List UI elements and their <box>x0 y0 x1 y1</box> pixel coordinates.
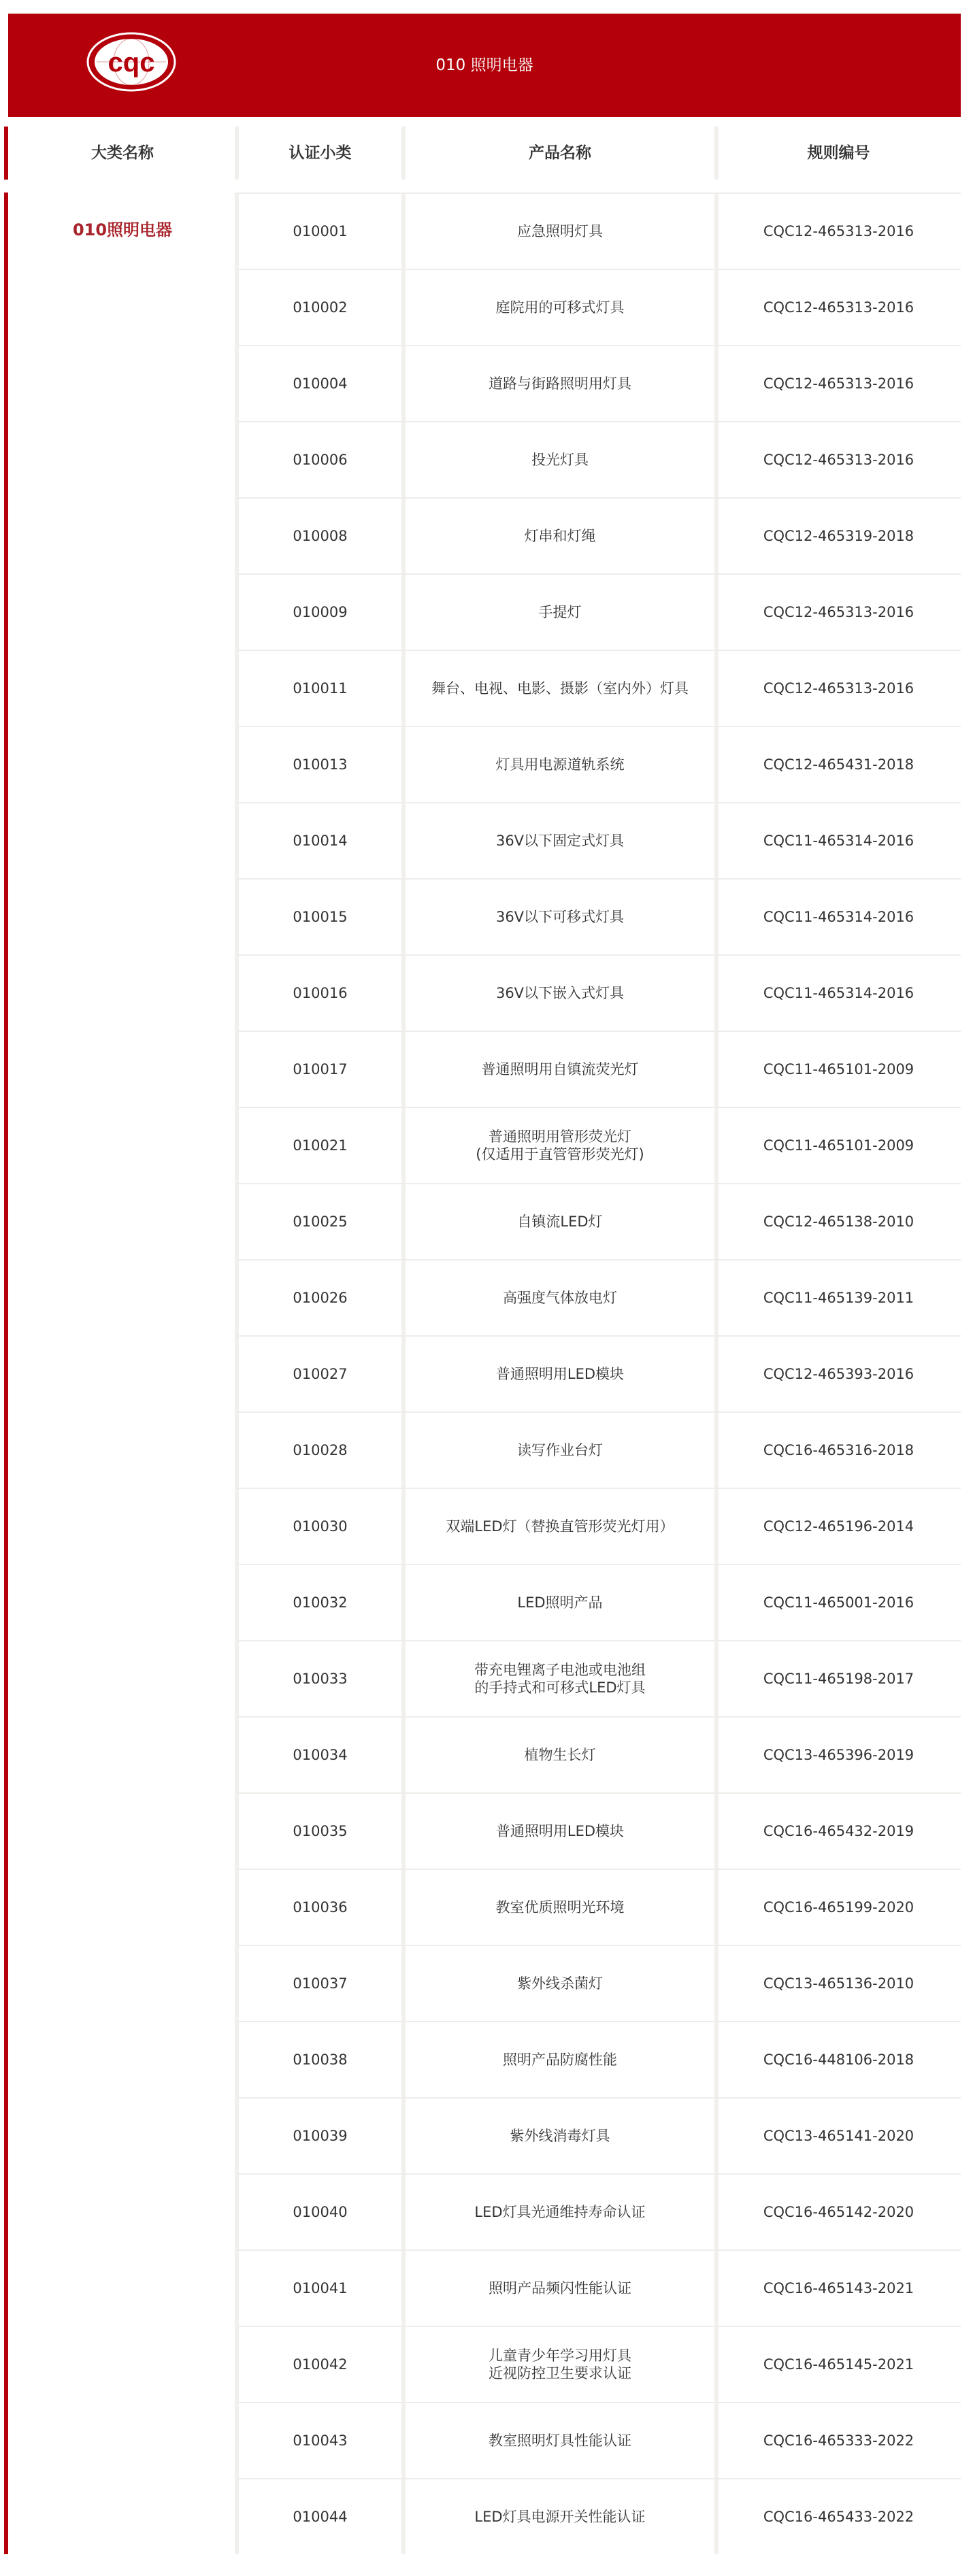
rule-number: CQC12-465196-2014 <box>763 1518 914 1535</box>
product-name: 灯串和灯绳 <box>524 528 596 544</box>
product-name: 读写作业台灯 <box>517 1442 603 1458</box>
subcategory-code: 010016 <box>293 985 348 1001</box>
subcategory-code: 010004 <box>293 375 348 392</box>
subcategory-code: 010025 <box>293 1214 348 1230</box>
rule-number: CQC16-465333-2022 <box>763 2432 914 2449</box>
subcategory-code: 010043 <box>293 2432 348 2449</box>
product-name: 教室照明灯具性能认证 <box>489 2432 631 2449</box>
rule-number: CQC12-465138-2010 <box>763 1214 914 1230</box>
product-name: LED照明产品 <box>517 1594 603 1611</box>
subcategory-code: 010011 <box>293 680 348 697</box>
rule-number: CQC13-465141-2020 <box>763 2128 914 2144</box>
subcategory-code: 010006 <box>293 452 348 468</box>
product-name: LED灯具电源开关性能认证 <box>474 2509 646 2525</box>
column-header-category: 大类名称 <box>8 127 237 180</box>
column-header-rule-number: 规则编号 <box>716 127 961 180</box>
subcategory-code: 010040 <box>293 2204 348 2220</box>
subcategory-code: 010014 <box>293 833 348 849</box>
table-row <box>237 726 961 802</box>
product-name: 自镇流LED灯 <box>517 1214 603 1230</box>
subcategory-code: 010039 <box>293 2128 348 2144</box>
table-row <box>237 2021 961 2097</box>
subcategory-code: 010035 <box>293 1823 348 1839</box>
table-row <box>237 1411 961 1488</box>
page-header <box>8 14 961 117</box>
subcategory-code: 010042 <box>293 2356 348 2373</box>
rule-number: CQC12-465313-2016 <box>763 223 914 239</box>
table-row <box>237 1792 961 1869</box>
table-row <box>237 2097 961 2173</box>
table-row <box>237 2402 961 2478</box>
table-row <box>237 1869 961 1945</box>
table-row <box>237 650 961 726</box>
product-name: 植物生长灯 <box>524 1747 596 1763</box>
rule-number: CQC11-465314-2016 <box>763 909 914 925</box>
product-name: 灯具用电源道轨系统 <box>495 756 625 773</box>
subcategory-code: 010008 <box>293 528 348 544</box>
rule-number: CQC16-465142-2020 <box>763 2204 914 2220</box>
rule-number: CQC11-465314-2016 <box>763 985 914 1001</box>
table-row <box>237 1945 961 2021</box>
product-name: 应急照明灯具 <box>517 223 603 239</box>
subcategory-code: 010030 <box>293 1518 348 1535</box>
table-row <box>237 2249 961 2326</box>
header-column-divider <box>401 127 406 180</box>
rule-number: CQC12-465313-2016 <box>763 604 914 620</box>
product-name: 教室优质照明光环境 <box>495 1899 625 1916</box>
table-row <box>237 2478 961 2554</box>
rule-number: CQC16-465145-2021 <box>763 2356 914 2373</box>
table-row <box>237 1640 961 1716</box>
rule-number: CQC12-465313-2016 <box>763 299 914 316</box>
subcategory-code: 010026 <box>293 1290 348 1306</box>
subcategory-code: 010009 <box>293 604 348 620</box>
subcategory-code: 010028 <box>293 1442 348 1458</box>
subcategory-code: 010034 <box>293 1747 348 1763</box>
subcategory-code: 010021 <box>293 1137 348 1154</box>
table-row <box>237 2173 961 2249</box>
product-name: 36V以下嵌入式灯具 <box>495 985 625 1001</box>
product-name: 儿童青少年学习用灯具 近视防控卫生要求认证 <box>489 2347 631 2381</box>
subcategory-code: 010001 <box>293 223 348 239</box>
table-row <box>237 497 961 573</box>
product-name: 双端LED灯（替换直管形荧光灯用） <box>446 1518 674 1535</box>
product-name: 36V以下可移式灯具 <box>495 909 625 925</box>
table-row <box>237 1335 961 1411</box>
table-row <box>237 269 961 345</box>
product-name: LED灯具光通维持寿命认证 <box>474 2204 646 2220</box>
subcategory-code: 010038 <box>293 2052 348 2068</box>
product-name: 带充电锂离子电池或电池组 的手持式和可移式LED灯具 <box>474 1662 646 1696</box>
subcategory-code: 010032 <box>293 1594 348 1611</box>
table-row <box>237 345 961 421</box>
product-name: 庭院用的可移式灯具 <box>495 299 625 316</box>
subcategory-code: 010013 <box>293 756 348 773</box>
product-name: 普通照明用LED模块 <box>495 1366 625 1382</box>
table-row <box>237 954 961 1031</box>
column-header-subcategory: 认证小类 <box>237 127 403 180</box>
product-name: 照明产品频闪性能认证 <box>489 2280 631 2296</box>
rule-number: CQC12-465313-2016 <box>763 680 914 697</box>
product-name: 高强度气体放电灯 <box>503 1290 617 1306</box>
rule-number: CQC12-465319-2018 <box>763 528 914 544</box>
product-name: 手提灯 <box>538 604 582 620</box>
product-name: 普通照明用自镇流荧光灯 <box>481 1061 639 1077</box>
rule-number: CQC12-465393-2016 <box>763 1366 914 1382</box>
table-row <box>237 421 961 497</box>
product-name: 舞台、电视、电影、摄影（室内外）灯具 <box>431 680 689 697</box>
rule-number: CQC12-465313-2016 <box>763 452 914 468</box>
header-column-divider <box>235 127 239 180</box>
product-name: 道路与街路照明用灯具 <box>489 375 631 392</box>
subcategory-code: 010015 <box>293 909 348 925</box>
page-title: 010 照明电器 <box>435 56 533 74</box>
subcategory-code: 010037 <box>293 1975 348 1992</box>
rule-number: CQC16-465316-2018 <box>763 1442 914 1458</box>
table-row <box>237 802 961 878</box>
rule-number: CQC12-465431-2018 <box>763 756 914 773</box>
rule-number: CQC11-465101-2009 <box>763 1137 914 1154</box>
subcategory-code: 010002 <box>293 299 348 316</box>
rule-number: CQC13-465396-2019 <box>763 1747 914 1763</box>
product-name: 紫外线消毒灯具 <box>510 2128 610 2144</box>
subcategory-code: 010044 <box>293 2509 348 2525</box>
subcategory-code: 010036 <box>293 1899 348 1916</box>
rule-number: CQC16-465199-2020 <box>763 1899 914 1916</box>
table-row <box>237 2326 961 2402</box>
table-row <box>237 1031 961 1107</box>
product-name: 紫外线杀菌灯 <box>517 1975 603 1992</box>
rule-number: CQC16-465432-2019 <box>763 1823 914 1839</box>
column-header-product-name: 产品名称 <box>403 127 716 180</box>
rule-number: CQC13-465136-2010 <box>763 1975 914 1992</box>
rule-number: CQC16-448106-2018 <box>763 2052 914 2068</box>
subcategory-code: 010033 <box>293 1671 348 1687</box>
table-row <box>237 1107 961 1183</box>
subcategory-code: 010041 <box>293 2280 348 2296</box>
table-row <box>237 1183 961 1259</box>
subcategory-code: 010027 <box>293 1366 348 1382</box>
table-row <box>237 1716 961 1792</box>
table-row <box>237 1259 961 1335</box>
table-row <box>237 193 961 269</box>
rule-number: CQC16-465433-2022 <box>763 2509 914 2525</box>
table-row <box>237 1488 961 1564</box>
rule-number: CQC16-465143-2021 <box>763 2280 914 2296</box>
product-name: 照明产品防腐性能 <box>503 2052 617 2068</box>
rule-number: CQC12-465313-2016 <box>763 375 914 392</box>
category-name: 010照明电器 <box>72 220 173 239</box>
svg-text:cqc: cqc <box>108 48 155 78</box>
table-row <box>237 573 961 650</box>
table-row <box>237 1564 961 1640</box>
product-name: 投光灯具 <box>531 452 589 468</box>
category-accent-bar <box>4 193 8 2554</box>
table-row <box>237 878 961 954</box>
product-name: 普通照明用管形荧光灯 (仅适用于直管管形荧光灯) <box>476 1128 644 1162</box>
subcategory-code: 010017 <box>293 1061 348 1077</box>
header-column-divider <box>714 127 719 180</box>
rule-number: CQC11-465101-2009 <box>763 1061 914 1077</box>
rule-number: CQC11-465001-2016 <box>763 1594 914 1611</box>
product-name: 36V以下固定式灯具 <box>495 833 625 849</box>
product-name: 普通照明用LED模块 <box>495 1823 625 1839</box>
rule-number: CQC11-465198-2017 <box>763 1671 914 1687</box>
rule-number: CQC11-465314-2016 <box>763 833 914 849</box>
rule-number: CQC11-465139-2011 <box>763 1290 914 1306</box>
